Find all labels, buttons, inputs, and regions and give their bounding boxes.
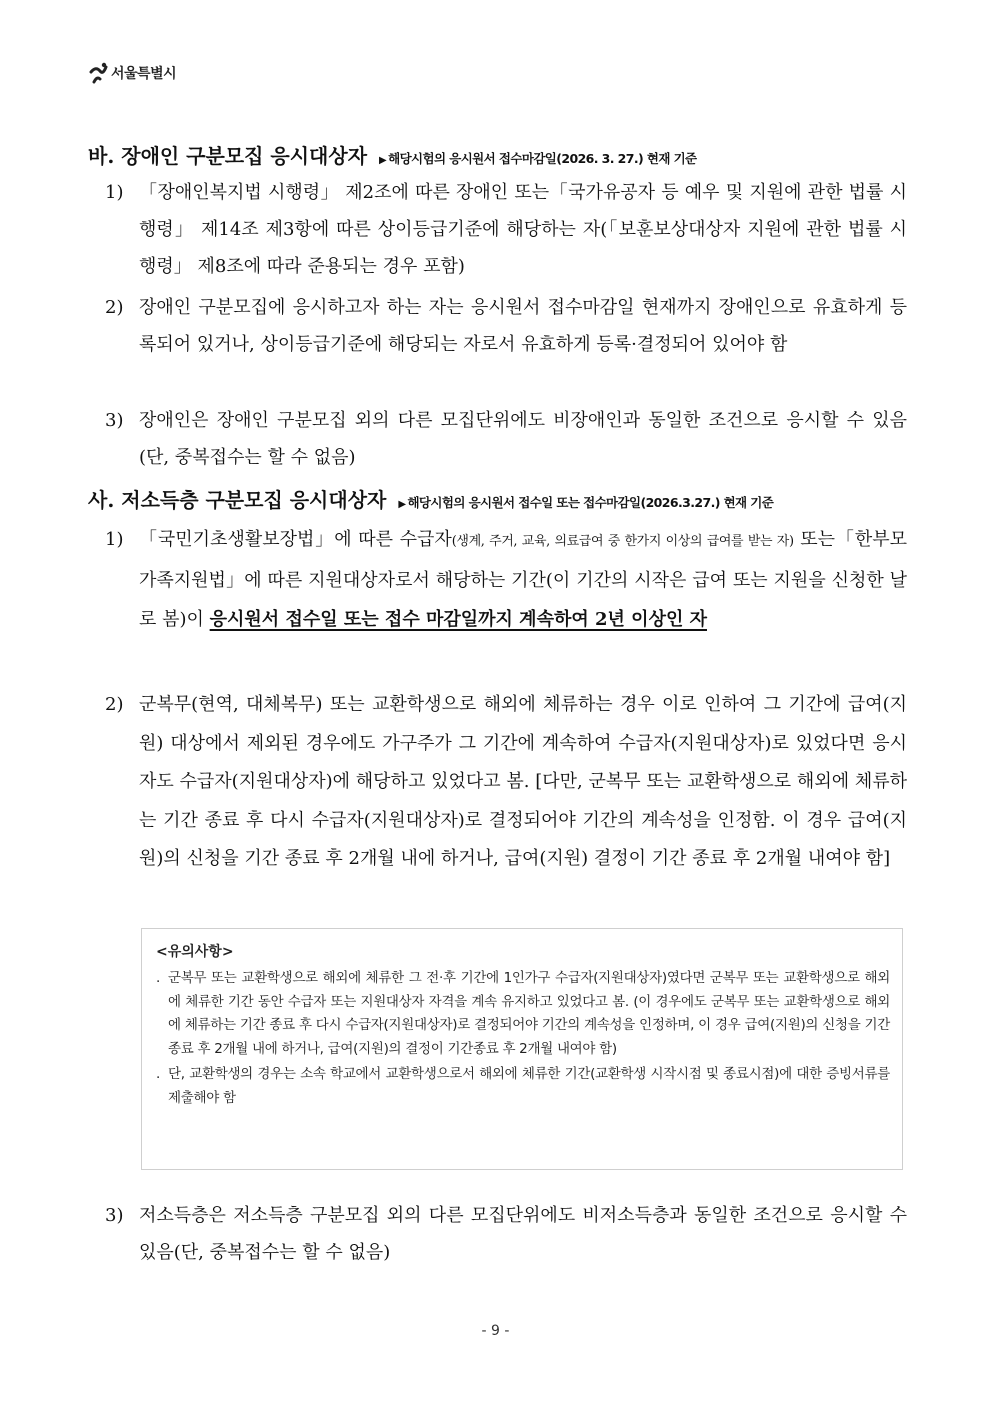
section-title-text: 사. 저소득층 구분모집 응시대상자 <box>88 488 387 512</box>
section-criteria-note: ▶ 해당시험의 응시원서 접수마감일(2026. 3. 27.) 현재 기준 <box>379 151 697 166</box>
list-item <box>105 289 907 363</box>
emphasized-condition: 응시원서 접수일 또는 접수 마감일까지 계속하여 2년 이상인 자 <box>209 609 707 630</box>
notice-box <box>141 928 903 1170</box>
notice-title: <유의사항> <box>156 944 234 960</box>
item-number: 2) <box>105 694 124 715</box>
bullet: . <box>156 970 160 986</box>
seoul-logo-icon <box>88 62 108 84</box>
page-header <box>88 62 176 84</box>
notice-item: . 단, 교환학생의 경우는 소속 학교에서 교환학생으로서 해외에 체류한 기간(교환학생 시작시점 및 종료시점)에 대한 증빙서류를 제출해야 함 <box>156 1063 890 1110</box>
org-name: 서울특별시 <box>111 66 177 82</box>
section-title-low-income <box>88 484 906 513</box>
item-text: 「장애인복지법 시행령」 제2조에 따른 장애인 또는「국가유공자 등 예우 및 지원에 관한 법률 시행령」 제14조 제3항에 따른 상이등급기준에 해당하는 자(「보훈보상대상자 지원에 관한 법률 시행령」 제8조에 따라 준용되는 경우 포함) <box>139 182 907 277</box>
benefit-types-note: (생계, 주거, 교육, 의료급여 중 한가지 이상의 급여를 받는 자) <box>451 534 794 549</box>
list-item <box>105 686 907 879</box>
item-number: 1) <box>105 529 124 550</box>
section-criteria-note: ▶ 해당시험의 응시원서 접수일 또는 접수마감일(2026.3.27.) 현재 기준 <box>398 495 774 510</box>
item-number: 2) <box>105 297 124 318</box>
item-number: 3) <box>105 1205 124 1226</box>
list-item <box>105 174 907 285</box>
item-number: 3) <box>105 410 124 431</box>
item-text: 「국민기초생활보장법」에 따른 수급자(생계, 주거, 교육, 의료급여 중 한가지 이상의 급여를 받는 자) 또는「한부모가족지원법」에 따른 지원대상자로서 해당하는 기간(이 기간의 시작은 급여 또는 지원을 신청한 날로 봄)이 응시원서 접수일 또는 접수 마감일까지 계속하여 2년 이상인 자 <box>139 529 907 630</box>
item-text: 저소득층은 저소득층 구분모집 외의 다른 모집단위에도 비저소득층과 동일한 조건으로 응시할 수 있음(단, 중복접수는 할 수 없음) <box>139 1205 907 1263</box>
section-title-disabled <box>88 140 906 169</box>
item-text: 군복무(현역, 대체복무) 또는 교환학생으로 해외에 체류하는 경우 이로 인하여 그 기간에 급여(지원) 대상에서 제외된 경우에도 가구주가 그 기간에 계속하여 수급자(지원대상자)로 있었다면 응시자도 수급자(지원대상자)에 해당하고 있었다고 봄. [다만, 군복무 또는 교환학생으로 해외에 체류하는 기간 종료 후 다시 수급자(지원대상자)로 결정되어야 기간의 계속성을 인정함. 이 경우 급여(지원)의 신청을 기간 종료 후 2개월 내에 하거나, 급여(지원) 결정이 기간 종료 후 2개월 내여야 함] <box>139 694 907 869</box>
triangle-right-icon: ▶ <box>379 155 387 166</box>
list-item <box>105 402 907 476</box>
bullet: . <box>156 1066 160 1082</box>
item-number: 1) <box>105 182 124 203</box>
triangle-right-icon: ▶ <box>398 499 406 510</box>
list-item <box>105 1197 907 1271</box>
page-number: - 9 - <box>481 1323 510 1339</box>
item-text: 장애인은 장애인 구분모집 외의 다른 모집단위에도 비장애인과 동일한 조건으로 응시할 수 있음(단, 중복접수는 할 수 없음) <box>139 410 907 468</box>
item-text: 장애인 구분모집에 응시하고자 하는 자는 응시원서 접수마감일 현재까지 장애인으로 유효하게 등록되어 있거나, 상이등급기준에 해당되는 자로서 유효하게 등록·결정되어 있어야 함 <box>139 297 907 355</box>
list-item <box>105 520 907 639</box>
section-title-text: 바. 장애인 구분모집 응시대상자 <box>88 144 368 168</box>
notice-item: . 군복무 또는 교환학생으로 해외에 체류한 그 전·후 기간에 1인가구 수급자(지원대상자)였다면 군복무 또는 교환학생으로 해외에 체류한 기간 동안 수급자 또는 지원대상자 자격을 계속 유지하고 있었다고 봄. (이 경우에도 군복무 또는 교환학생으로 해외에 체류하는 기간 종료 후 다시 수급자(지원대상자)로 결정되어야 기간의 계속성을 인정하며, 이 경우 급여(지원)의 신청을 기간종료 후 2개월 내에 하거나, 급여(지원)의 결정이 기간종료 후 2개월 내여야 함) <box>156 967 890 1061</box>
